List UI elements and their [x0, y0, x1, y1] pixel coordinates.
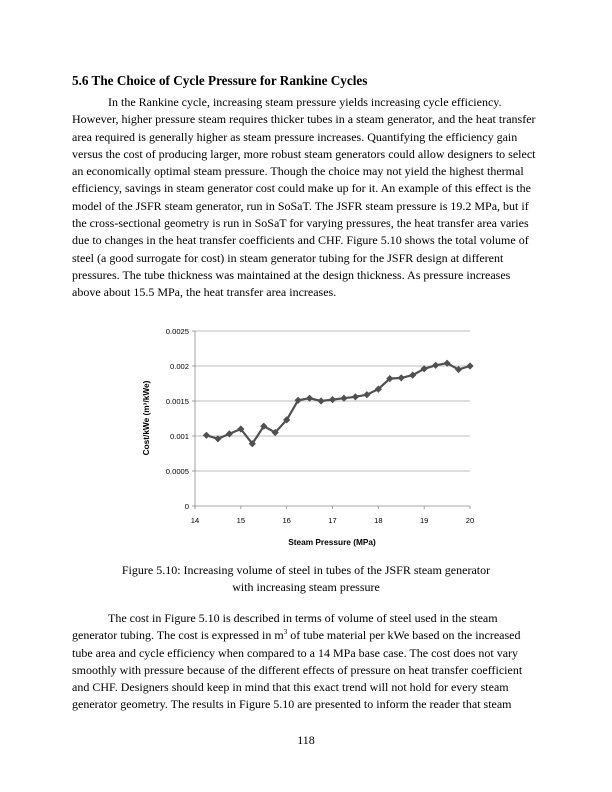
y-tick-label: 0.002 [169, 361, 189, 371]
text-line: versus the cost of producing larger, more robust steam generators could allow designers to select [72, 146, 536, 161]
x-tick-label: 18 [374, 516, 383, 525]
data-point-marker [317, 397, 324, 404]
x-tick-label: 15 [236, 516, 246, 525]
data-point-marker [432, 362, 439, 369]
x-tick-label: 19 [419, 516, 429, 525]
text-line: generator geometry. The results in Figure 5.10 are presented to inform the reader that steam [72, 697, 512, 712]
text-segment: of tube material per kWe based on the increased [287, 628, 521, 643]
page-number: 118 [297, 733, 315, 747]
text-line [72, 627, 540, 644]
y-tick-label: 0.0025 [165, 326, 189, 336]
caption-line: with increasing steam pressure [232, 580, 380, 595]
text-line: pressures. The tube thickness was maintained at the design thickness. As pressure increases [72, 267, 511, 282]
data-series [203, 360, 474, 448]
y-tick-label: 0.001 [169, 431, 189, 441]
text-line: above about 15.5 MPa, the heat transfer area increases. [72, 285, 337, 300]
y-axis-label: Cost/kWe (m³/kWe) [141, 380, 151, 456]
y-tick-label: 0.0015 [165, 396, 189, 406]
data-point-marker [466, 362, 473, 369]
text-line: due to changes in the heat transfer coefficients and CHF. Figure 5.10 shows the total volume of [72, 233, 529, 248]
figure-caption [72, 562, 540, 597]
text-line: tube area and cycle efficiency when compared to a 14 MPa base case. The cost does not vary [72, 645, 519, 660]
text-line: In the Rankine cycle, increasing steam pressure yields increasing cycle efficiency. [108, 95, 502, 109]
text-line: an economically optimal steam pressure. Though the choice may not yield the highest thermal [72, 164, 524, 179]
text-line: However, higher pressure steam requires thicker tubes in a steam generator, and the heat transfer [72, 112, 536, 127]
text-line: The cost in Figure 5.10 is described in terms of volume of steel used in the steam [108, 611, 498, 625]
y-tick-label: 0.0005 [165, 466, 189, 476]
paragraph-cost [72, 610, 540, 714]
caption-line: Figure 5.10: Increasing volume of steel in tubes of the JSFR steam generator [121, 563, 491, 577]
data-point-marker [329, 396, 336, 403]
text-line: smoothly with pressure because of the different effects of pressure on heat transfer coefficient [72, 662, 523, 677]
data-point-marker [363, 391, 370, 398]
text-line: and CHF. Designers should keep in mind that this exact trend will not hold for every steam [72, 680, 509, 695]
y-tick-label: 0 [184, 501, 189, 511]
x-tick-label: 16 [282, 516, 291, 525]
text-line: efficiency, savings in steam generator cost could make up for it. An example of this effect is the [72, 181, 531, 196]
section-heading: 5.6 The Choice of Cycle Pressure for Rankine Cycles [72, 73, 368, 88]
superscript: 3 [283, 628, 288, 637]
text-line: the cross-sectional geometry is run in SoSaT for varying pressures, the heat transfer area varies [72, 216, 529, 231]
data-point-marker [203, 432, 210, 439]
text-line: steel (a good surrogate for cost) in steam generator tubing for the JSFR design at different [72, 250, 504, 265]
data-point-marker [398, 374, 405, 381]
data-point-marker [226, 430, 233, 437]
tick-labels [166, 327, 474, 525]
data-point-marker [352, 393, 359, 400]
x-tick-label: 20 [465, 516, 475, 525]
text-line: model of the JSFR steam generator, run in SoSaT. The JSFR steam pressure is 19.2 MPa, but if [72, 198, 529, 213]
x-axis-label: Steam Pressure (MPa) [288, 537, 376, 547]
axes [192, 331, 470, 509]
series-line [207, 363, 471, 444]
x-tick-label: 17 [328, 516, 337, 525]
text-line: area required is generally higher as steam pressure increases. Quantifying the efficiency gain [72, 129, 518, 144]
x-tick-label: 14 [190, 516, 200, 525]
text-segment: generator tubing. The cost is expressed in m [72, 628, 284, 643]
